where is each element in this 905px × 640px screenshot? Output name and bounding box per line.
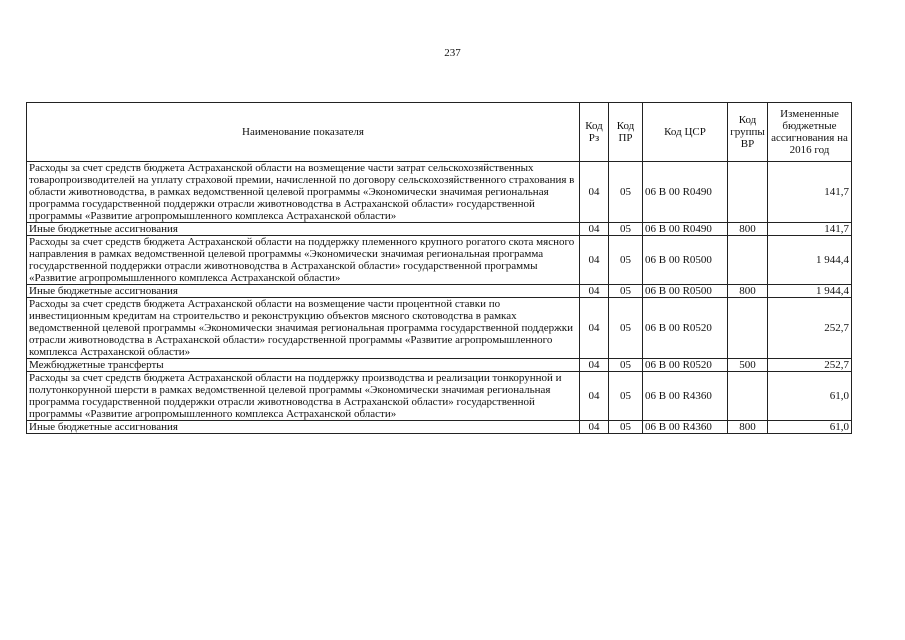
header-amount: Измененные бюджетные ассигнования на 2016 год (768, 103, 852, 162)
page-number: 237 (444, 47, 461, 59)
cell-pr: 05 (609, 223, 643, 236)
cell-vr (728, 372, 768, 421)
cell-amount: 61,0 (768, 421, 852, 434)
cell-csr: 06 В 00 R4360 (643, 421, 728, 434)
cell-csr: 06 В 00 R0500 (643, 236, 728, 285)
table-row (27, 223, 852, 236)
cell-vr (728, 298, 768, 359)
cell-name: Иные бюджетные ассигнования (27, 285, 580, 298)
table-row (27, 236, 852, 285)
cell-rz: 04 (580, 162, 609, 223)
cell-vr (728, 162, 768, 223)
cell-name: Иные бюджетные ассигнования (27, 421, 580, 434)
table-row (27, 421, 852, 434)
cell-csr: 06 В 00 R0490 (643, 223, 728, 236)
cell-csr: 06 В 00 R0520 (643, 359, 728, 372)
cell-name: Расходы за счет средств бюджета Астраханской области на возмещение части затрат сельскохозяйственных товаропроизводителей на уплату страховой премии, начисленной по договору сельскохозяйственного страхования в области животноводства, в рамках ведомственной целевой программы «Экономически значимая региональная программа государственной поддержки отрасли животноводства в Астраханской области» государственной программы «Развитие агропромышленного комплекса Астраханской области» (27, 162, 580, 223)
cell-name: Расходы за счет средств бюджета Астраханской области на поддержку производства и реализации тонкорунной и полутонкорунной шерсти в рамках ведомственной целевой программы «Экономически значимая региональная программа государственной поддержки отрасли животноводства в Астраханской области» государственной программы «Развитие агропромышленного комплекса Астраханской области» (27, 372, 580, 421)
cell-pr: 05 (609, 421, 643, 434)
cell-amount: 252,7 (768, 298, 852, 359)
cell-name: Расходы за счет средств бюджета Астраханской области на поддержку племенного крупного рогатого скота мясного направления в рамках ведомственной целевой программы «Экономически значимая региональная программа государственной поддержки отрасли животноводства в Астраханской области» государственной программы «Развитие агропромышленного комплекса Астраханской области» (27, 236, 580, 285)
table-row (27, 298, 852, 359)
cell-csr: 06 В 00 R0500 (643, 285, 728, 298)
cell-vr: 500 (728, 359, 768, 372)
cell-amount: 141,7 (768, 162, 852, 223)
cell-pr: 05 (609, 162, 643, 223)
cell-rz: 04 (580, 359, 609, 372)
cell-amount: 141,7 (768, 223, 852, 236)
cell-name: Иные бюджетные ассигнования (27, 223, 580, 236)
cell-vr: 800 (728, 223, 768, 236)
cell-pr: 05 (609, 298, 643, 359)
cell-pr: 05 (609, 359, 643, 372)
table-row (27, 285, 852, 298)
header-name: Наименование показателя (27, 103, 580, 162)
cell-amount: 1 944,4 (768, 236, 852, 285)
cell-amount: 1 944,4 (768, 285, 852, 298)
cell-amount: 61,0 (768, 372, 852, 421)
cell-name: Расходы за счет средств бюджета Астраханской области на возмещение части процентной ставки по инвестиционным кредитам на строительство и реконструкцию объектов мясного скотоводства в рамках ведомственной целевой программы «Экономически значимая региональная программа государственной поддержки отрасли животноводства в Астраханской области» государственной программы «Развитие агропромышленного комплекса Астраханской области» (27, 298, 580, 359)
cell-rz: 04 (580, 285, 609, 298)
cell-rz: 04 (580, 298, 609, 359)
cell-rz: 04 (580, 236, 609, 285)
table-row (27, 359, 852, 372)
header-csr: Код ЦСР (643, 103, 728, 162)
header-pr: Код ПР (609, 103, 643, 162)
table-row (27, 372, 852, 421)
table-header-row (27, 103, 852, 162)
cell-pr: 05 (609, 372, 643, 421)
cell-pr: 05 (609, 285, 643, 298)
cell-rz: 04 (580, 372, 609, 421)
cell-csr: 06 В 00 R0490 (643, 162, 728, 223)
cell-rz: 04 (580, 421, 609, 434)
cell-csr: 06 В 00 R0520 (643, 298, 728, 359)
cell-name: Межбюджетные трансферты (27, 359, 580, 372)
header-rz: Код Рз (580, 103, 609, 162)
cell-amount: 252,7 (768, 359, 852, 372)
cell-pr: 05 (609, 236, 643, 285)
cell-vr: 800 (728, 421, 768, 434)
budget-table (26, 102, 852, 434)
header-vr: Код группы ВР (728, 103, 768, 162)
cell-vr (728, 236, 768, 285)
table-row (27, 162, 852, 223)
cell-vr: 800 (728, 285, 768, 298)
cell-csr: 06 В 00 R4360 (643, 372, 728, 421)
cell-rz: 04 (580, 223, 609, 236)
